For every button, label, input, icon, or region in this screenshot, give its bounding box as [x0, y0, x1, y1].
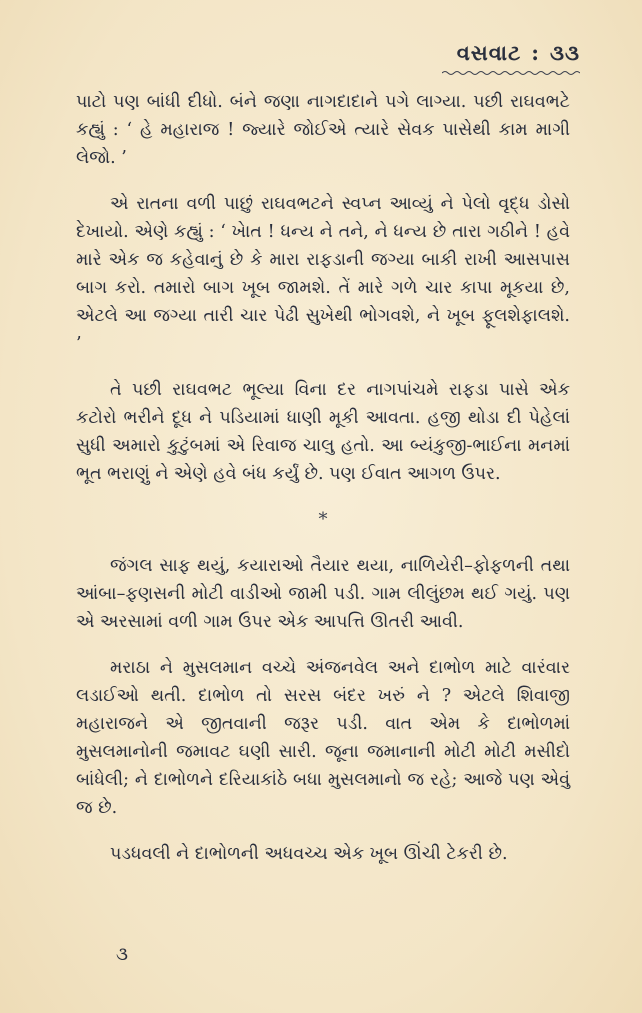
body-text [76, 88, 570, 886]
header-separator: : [531, 40, 541, 65]
paragraph: મરાઠા ને મુસલમાન વચ્ચે અંજનવેલ અને દાભોળ માટે વારંવાર લડાઈઓ થતી. દાભોળ તો સરસ બંદર ખરું ને ? એટલે શિવાજી મહારાજને એ જીતવાની જરૂર પડી. વાત એમ કે દાભોળમાં મુસલમાનોની જમાવટ ઘણી સારી. જૂના જમાનાની મોટી મોટી મસીદો બાંધેલી; ને દાભોળને દરિયાકાંઠે બધા મુસલમાનો જ રહે; આજે પણ એવું જ છે. [76, 658, 570, 818]
header-title: વસવાટ [456, 40, 522, 65]
paragraph: એ રાતના વળી પાછું રાઘવભટને સ્વપ્ન આવ્યું ને પેલો વૃદ્ધ ડોસો દેખાયો. એણે કહ્યું : ‘ ખાેત ! ધન્ય ને તને, ને ધન્ય છે તારા ગઠીને ! હવે મારે એક જ કહેવાનું છે કે મારા રાફડાની જગ્યા બાકી રાખી આસપાસ બાગ કરો. તમારો બાગ ખૂબ જામશે. તેં મારે ગળે ચાર કાપા મૂકયા છે, એટલે આ જગ્યા તારી ચાર પેઢી સુખેથી ભોગવશે, ને ખૂબ ફૂલશેફાલશે. ’ [76, 194, 570, 354]
header-page-number: ૩૩ [550, 40, 580, 65]
paragraph: પાટો પણ બાંધી દીધો. બંને જણા નાગદાદાને પગે લાગ્યા. પછી રાઘવભટે કહ્યું : ‘ હે મહારાજ ! જ્યારે જોઈએ ત્યારે સેવક પાસેથી કામ માગી લેજો. ’ [76, 92, 570, 168]
folio-number: ૩ [116, 944, 128, 965]
running-header [457, 40, 580, 66]
paragraph: તે પછી રાઘવભટ ભૂલ્યા વિના દર નાગપાંચમે રાફડા પાસે એક કટોરો ભરીને દૂધ ને પડિયામાં ધાણી મૂકી આવતા. હજી થોડા દી પેહેલાં સુધી અમારો કુટુંબમાં એ રિવાજ ચાલુ હતો. આ બ્યંકુજી-ભાઈના મનમાં ભૂત ભરાણું ને એણે હવે બંધ કર્યું છે. પણ ઈવાત આગળ ઉપર. [76, 380, 570, 484]
section-divider: * [318, 509, 328, 530]
header-wavy-rule [442, 70, 580, 76]
paragraph: પડધવલી ને દાભોળની અધવચ્ચ એક ખૂબ ઊંચી ટેકરી છે. [110, 844, 508, 864]
paragraph: જંગલ સાફ થયું, કયારાઓ તૈયાર થયા, નાળિયેરી–ફોફળની તથા આંબા–ફણસની મોટી વાડીઓ જામી પડી. ગામ લીલુંછમ થઈ ગયું. પણ એ અરસામાં વળી ગામ ઉપર એક આપત્તિ ઊતરી આવી. [76, 556, 570, 632]
